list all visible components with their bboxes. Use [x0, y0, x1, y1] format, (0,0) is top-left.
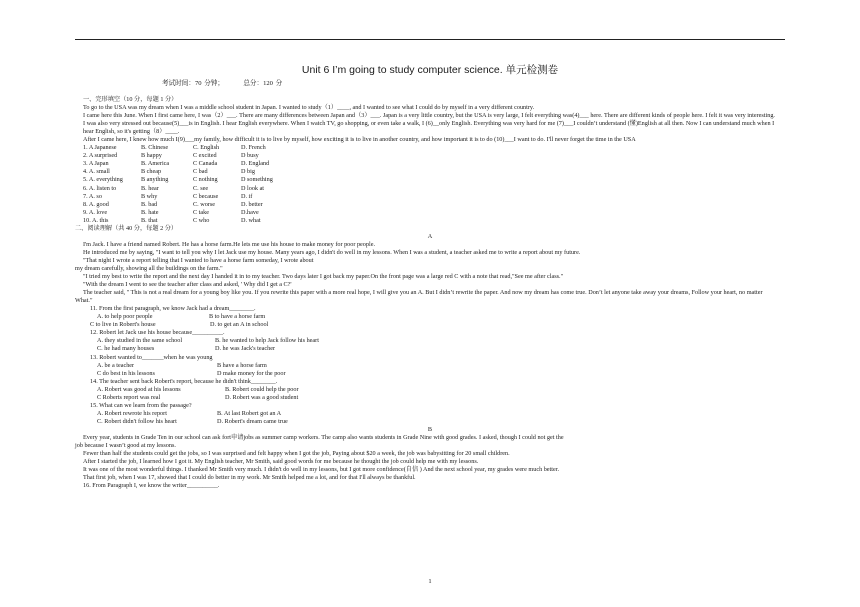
option-row: 8. A. good B. bad C. worse D. better [83, 200, 263, 208]
question-stem: 13. Robert wanted to_______when he was young [90, 353, 213, 361]
question-stem: 15. What can we learn from the passage? [90, 401, 192, 409]
passage-a-label: A [427, 232, 433, 240]
option-row: 2. A surprised B happy C excited D busy [83, 152, 259, 160]
question-stem: 12. Robert let Jack use his house because__________. [90, 329, 225, 337]
passage-line: It was one of the most wonderful things. I thanked Mr Smith very much. I didn't do well in my lessons, but I got more confidence(自信 ) And the next school year, my grades were much better. [83, 466, 559, 474]
passage-line: Fewer than half the students could get the jobs, so I was surprised and felt happy when I got the job, Paying about $20 a week, the job was babysitting for 20 small children. [83, 450, 510, 458]
page-number: 1 [428, 578, 432, 585]
option-row: 1. A Japanese B. Chinese C. English D. French [83, 144, 266, 152]
passage-line: "That night I wrote a report telling that I wanted to have a horse farm someday, I wrote about [83, 256, 314, 264]
question-options: A. to help poor people B to have a horse farm [97, 313, 266, 321]
question-options: A. be a teacher B have a horse farm [97, 361, 267, 369]
passage-line: After I started the job, I learned how I got it. My English teacher, Mr Smith, said good words for me because he thought the job could help me with my lessons. [83, 458, 479, 466]
section-heading-reading: 二、阅读理解（共 40 分，每题 2 分） [75, 224, 178, 232]
passage-line: my dream carefully, showing all the buildings on the farm." [75, 264, 223, 272]
passage-line: That first job, when I was 17, showed that I could do better in my work. Mr Smith helped me a lot, and for that I'll always be thankful. [83, 474, 416, 482]
passage-line: I'm Jack. I have a friend named Robert. He has a horse farm.He lets me use his house to make money for poor people. [83, 240, 376, 248]
passage-line: "With the dream I went to see the teacher after class and asked, ' Why did I get a C?' [83, 281, 292, 289]
total-score: 总分：120 分 [243, 80, 283, 87]
cloze-paragraph: To go to the USA was my dream when I was a middle school student in Japan. I wanted to study（1）____, and I wanted to see what I could do by myself in a very different country. [83, 104, 535, 112]
question-options: A. Robert was good at his lessons B. Robert could help the poor [97, 385, 299, 393]
exam-body [75, 96, 785, 490]
exam-time: 考试时间：70 分钟； [162, 80, 224, 87]
option-row: 7. A. so B why C because D. if [83, 192, 253, 200]
question-options: C to live in Robert's house D. to get an A in school [90, 321, 269, 329]
question-options: C. he had many houses D. he was Jack's teacher [97, 345, 276, 353]
cloze-options [75, 144, 785, 224]
passage-line: The teacher said, " This is not a real dream for a young boy like you. If you rewrite this paper with a more real hope, I will give you an A. But I didn’t rewrite the paper. And now my dream has come true. Don’t let anyone take away your dreams, Follow your heart, no matter [83, 289, 763, 297]
cloze-paragraph: I was also very stressed out because(5)___is in English. I hear English everywhere. When I watch TV, go shopping, or even take a walk, I (6)__only English. Everything was very hard for me (7)___I couldn’t understand (懂)English at all then. Now I can understand much when I hear English, so it's getting（8）____. [83, 120, 775, 136]
header-rule [75, 39, 785, 40]
passage-line: job because I wasn’t good at my lessons. [75, 442, 176, 450]
option-row: 3. A Japan B. America C Canada D. England [83, 160, 270, 168]
option-row: 9. A. love B. hate C take D.have [83, 208, 259, 216]
question-options: C Roberts report was real D. Robert was a good student [97, 393, 299, 401]
question-options: A. they studied in the same school B. he wanted to help Jack follow his heart [97, 337, 319, 345]
page-title: Unit 6 I’m going to study computer science. 单元检测卷 [301, 64, 559, 76]
option-row: 4. A. small B cheap C bad D big [83, 168, 255, 176]
passage-line: What." [75, 297, 93, 305]
option-row: 10. A. this B. that C who D. what [83, 216, 261, 224]
question-options: A. Robert rewrote his report B. At last Robert got an A [97, 409, 282, 417]
question-stem: 11. From the first paragraph, we know Jack had a dream________. [90, 305, 256, 313]
question-options: C. Robert didn't follow his heart D. Robert's dream came true [97, 417, 288, 425]
question-stem: 16. From Paragraph I, we know the writer__________. [83, 482, 220, 490]
option-row: 6. A. listen to B. hear C. see D look at [83, 184, 265, 192]
passage-line: Every year, students in Grade Ten in our school can ask fort申请jobs as summer camp workers. The camp also wants students in Grade Nine with good grades. I asked, though I could not get the [83, 433, 564, 441]
passage-b-label: B [427, 425, 433, 433]
question-options: C do best in his lessons D make money for the poor [97, 369, 286, 377]
passage-line: "I tried my best to write the report and the next day I handed it in to my teacher. Two days later I got back my paper.On the front page was a large red C with a note that read,"See me after class." [83, 273, 564, 281]
question-stem: 14. The teacher sent back Robert's report, because he didn't think________. [90, 377, 278, 385]
cloze-paragraph: I came here this June. When I first came here, I was（2）___. There are many differences between Japan and（3）___. Japan is a very little country, but the USA is very large, I felt everything was(4)___ here. There are different kinds of people here. I felt it was very interesting. [83, 112, 775, 120]
section-heading-cloze: 一、完形填空（10 分，每题 1 分） [83, 96, 178, 103]
option-row: 5. A. everything B anything C nothing D something [83, 176, 273, 184]
cloze-paragraph: After I came here, I knew how much I(9)___my family, how difficult it is to live by myself, how exciting it is to live in another country, and how important it is to do (10)___I want to do. I'll never forget the time in the USA [83, 136, 636, 144]
exam-meta [162, 77, 282, 87]
passage-line: He introduced me by saying, "I want to tell you why I let Jack use my house. Many years ago, I didn't do well in my lessons. When I was a student, a teacher asked me to write a report about my future. [83, 248, 581, 256]
